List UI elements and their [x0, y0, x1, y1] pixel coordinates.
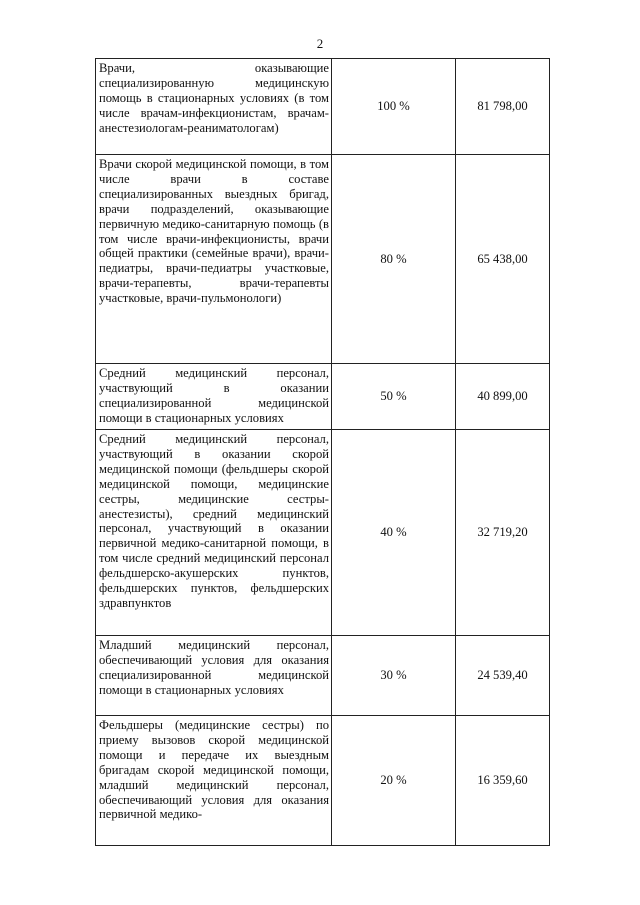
percent-cell: 40 %: [332, 430, 456, 636]
percent-cell: 30 %: [332, 636, 456, 716]
table-row: [96, 364, 550, 430]
percent-cell: 80 %: [332, 155, 456, 364]
amount-cell: 81 798,00: [456, 59, 550, 155]
position-description: Фельдшеры (медицинские сестры) по приему вызовов скорой медицинской помощи и передаче их выездным бригадам скорой медицинской помощи, младший медицинский персонал, обеспечивающий условия для оказания первичной медико-: [96, 716, 332, 846]
table-row: [96, 430, 550, 636]
position-description: Врачи скорой медицинской помощи, в том числе врачи в составе специализированных выездных бригад, врачи подразделений, оказывающие первичную медико-санитарную помощь (в том числе врачи-инфекционисты, врачи общей практики (семейные врачи), врачи-педиатры, врачи-педиатры участковые, врачи-терапевты, врачи-терапевты участковые, врачи-пульмонологи): [96, 155, 332, 364]
position-description: Младший медицинский персонал, обеспечивающий условия для оказания специализированной медицинской помощи в стационарных условиях: [96, 636, 332, 716]
table-row: [96, 155, 550, 364]
percent-cell: 50 %: [332, 364, 456, 430]
table-row: [96, 59, 550, 155]
page-number: 2: [316, 36, 324, 51]
percent-cell: 20 %: [332, 716, 456, 846]
amount-cell: 40 899,00: [456, 364, 550, 430]
percent-cell: 100 %: [332, 59, 456, 155]
amount-cell: 16 359,60: [456, 716, 550, 846]
amount-cell: 32 719,20: [456, 430, 550, 636]
position-description: Средний медицинский персонал, участвующий в оказании скорой медицинской помощи (фельдшеры скорой медицинской помощи, медицинские сестры, медицинские сестры-анестезисты), средний медицинский персонал, участвующий в оказании первичной медико-санитарной помощи, в том числе средний медицинский персонал фельдшерско-акушерских пунктов, фельдшерских пунктов, фельдшерских здравпунктов: [96, 430, 332, 636]
amount-cell: 24 539,40: [456, 636, 550, 716]
amount-cell: 65 438,00: [456, 155, 550, 364]
position-description: Врачи, оказывающие специализированную медицинскую помощь в стационарных условиях (в том числе врачам-инфекционистам, врачам-анестезиологам-реаниматологам): [96, 59, 332, 155]
table-row: [96, 716, 550, 846]
position-description: Средний медицинский персонал, участвующий в оказании специализированной медицинской помощи в стационарных условиях: [96, 364, 332, 430]
table-row: [96, 636, 550, 716]
payments-table: [95, 58, 550, 846]
